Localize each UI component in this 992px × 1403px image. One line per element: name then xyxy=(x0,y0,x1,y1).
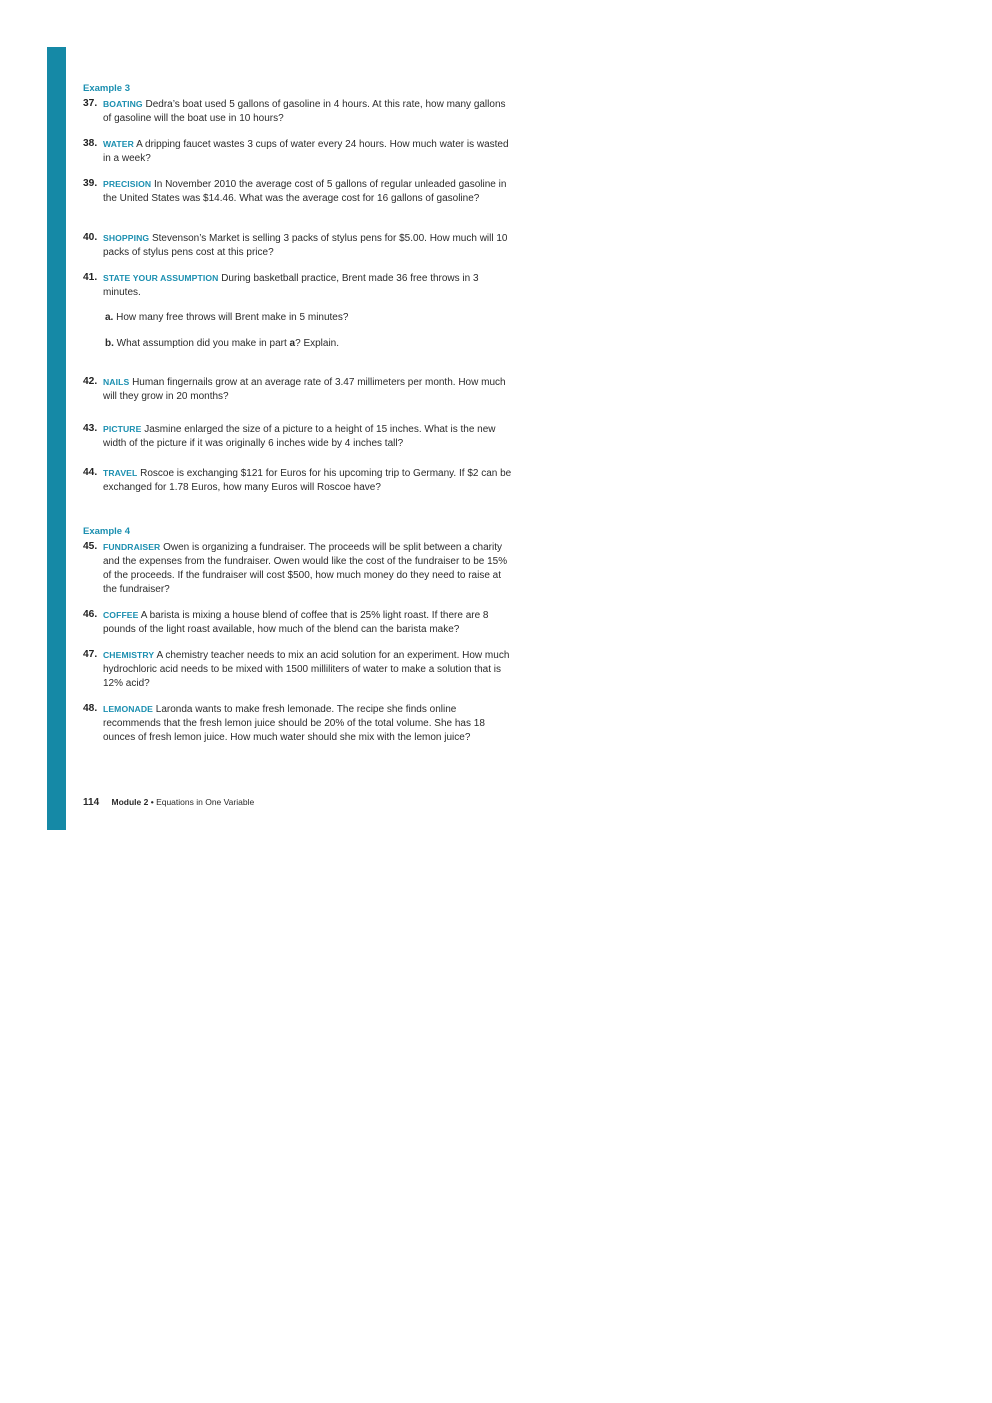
problem-47 xyxy=(83,648,513,691)
problem-topic: SHOPPING xyxy=(103,233,150,243)
problem-topic: COFFEE xyxy=(103,610,139,620)
problem-44 xyxy=(83,466,513,495)
part-text: How many free throws will Brent make in 5 minutes? xyxy=(116,312,349,323)
problem-text: Roscoe is exchanging $121 for Euros for his upcoming trip to Germany. If $2 can be exchanged for 1.78 Euros, how many Euros will Roscoe have? xyxy=(103,468,512,493)
problem-body xyxy=(103,177,513,206)
problem-body xyxy=(103,231,513,260)
problem-body xyxy=(103,702,513,745)
problem-number: 41. xyxy=(83,272,98,283)
problem-body xyxy=(103,271,513,300)
problem-text: Owen is organizing a fundraiser. The proceeds will be split between a charity and the expenses from the fundraiser. Owen would like the cost of the fundraiser to be 15% of the proceeds. If the fundraiser will cost $500, how much money do they need to raise at the fundraiser? xyxy=(103,542,508,595)
problem-topic: LEMONADE xyxy=(103,704,153,714)
problem-topic: CHEMISTRY xyxy=(103,650,155,660)
problem-topic: TRAVEL xyxy=(103,468,138,478)
problem-topic: STATE YOUR ASSUMPTION xyxy=(103,273,219,283)
problem-text: A chemistry teacher needs to mix an acid solution for an experiment. How much hydrochloric acid needs to be mixed with 1500 milliliters of water to make a solution that is 12% acid? xyxy=(103,650,510,689)
problem-text: Jasmine enlarged the size of a picture to a height of 15 inches. What is the new width of the picture if it was originally 6 inches wide by 4 inches tall? xyxy=(103,424,496,449)
problem-41-part-b xyxy=(105,337,339,351)
problem-body xyxy=(103,137,513,166)
problem-body xyxy=(103,375,513,404)
problem-body xyxy=(103,540,513,597)
problem-text: A barista is mixing a house blend of coffee that is 25% light roast. If there are 8 pounds of the light roast available, how much of the blend can the barista make? xyxy=(103,610,489,635)
part-text-end: ? Explain. xyxy=(295,338,340,349)
problem-topic: FUNDRAISER xyxy=(103,542,161,552)
problem-number: 39. xyxy=(83,178,98,189)
part-reference: a xyxy=(289,338,296,349)
footer-separator: • xyxy=(148,797,157,807)
problem-text: A dripping faucet wastes 3 cups of water every 24 hours. How much water is wasted in a week? xyxy=(103,139,509,164)
problem-body xyxy=(103,648,513,691)
problem-body xyxy=(103,422,513,451)
problem-text: Dedra’s boat used 5 gallons of gasoline in 4 hours. At this rate, how many gallons of gasoline will the boat use in 10 hours? xyxy=(103,99,506,124)
problem-41 xyxy=(83,271,513,300)
problem-topic: PRECISION xyxy=(103,179,152,189)
problem-42 xyxy=(83,375,513,404)
problem-topic: WATER xyxy=(103,139,134,149)
problem-text: Human fingernails grow at an average rate of 3.47 millimeters per month. How much will they grow in 20 months? xyxy=(103,377,506,402)
problem-40 xyxy=(83,231,513,260)
problem-number: 46. xyxy=(83,609,98,620)
module-title: Equations in One Variable xyxy=(156,797,255,807)
problem-body xyxy=(103,608,513,637)
problem-number: 37. xyxy=(83,98,98,109)
page-footer xyxy=(83,797,254,808)
page-number: 114 xyxy=(83,797,100,808)
problem-number: 43. xyxy=(83,423,98,434)
problem-48 xyxy=(83,702,513,745)
example-4-heading: Example 4 xyxy=(83,526,130,537)
problem-topic: BOATING xyxy=(103,99,143,109)
problem-text: Laronda wants to make fresh lemonade. The recipe she finds online recommends that the fresh lemon juice should be 20% of the total volume. She has 18 ounces of fresh lemon juice. How much water should she mix with the lemon juice? xyxy=(103,704,485,743)
problem-text: During basketball practice, Brent made 36 free throws in 3 minutes. xyxy=(103,273,479,298)
problem-39 xyxy=(83,177,513,206)
problem-37 xyxy=(83,97,513,126)
problem-41-part-a xyxy=(105,311,348,325)
problem-46 xyxy=(83,608,513,637)
problem-number: 47. xyxy=(83,649,98,660)
problem-body xyxy=(103,97,513,126)
problem-number: 38. xyxy=(83,138,98,149)
problem-number: 40. xyxy=(83,232,98,243)
problem-number: 45. xyxy=(83,541,98,552)
problem-number: 48. xyxy=(83,703,98,714)
problem-topic: NAILS xyxy=(103,377,130,387)
problem-38 xyxy=(83,137,513,166)
problem-number: 42. xyxy=(83,376,98,387)
problem-text: In November 2010 the average cost of 5 gallons of regular unleaded gasoline in the United States was $14.46. What was the average cost for 16 gallons of gasoline? xyxy=(103,179,507,204)
problem-number: 44. xyxy=(83,467,98,478)
problem-43 xyxy=(83,422,513,451)
part-letter: b. xyxy=(105,338,114,349)
part-text: What assumption did you make in part xyxy=(116,338,287,349)
problem-body xyxy=(103,466,513,495)
module-label: Module 2 xyxy=(111,797,149,807)
problem-text: Stevenson’s Market is selling 3 packs of stylus pens for $5.00. How much will 10 packs of stylus pens cost at this price? xyxy=(103,233,508,258)
problem-45 xyxy=(83,540,513,597)
problem-topic: PICTURE xyxy=(103,424,142,434)
example-3-heading: Example 3 xyxy=(83,83,130,94)
part-letter: a. xyxy=(105,312,114,323)
